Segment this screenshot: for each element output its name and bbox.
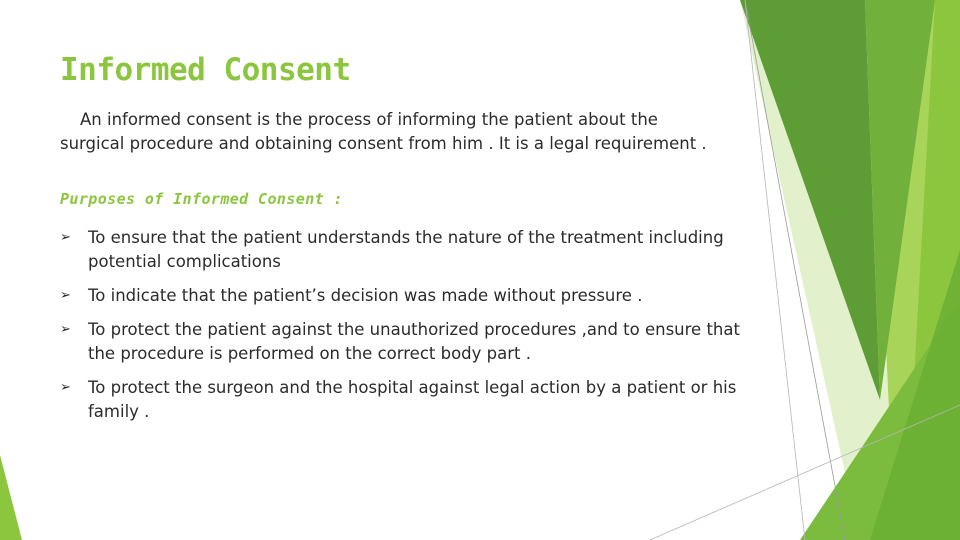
bullet-item [60,318,740,366]
bullet-text: To protect the patient against the unauthorized procedures ,and to ensure that the procedure is performed on the correct body part . [88,320,740,363]
intro-paragraph: An informed consent is the process of informing the patient about the surgical procedure and obtaining consent from him . It is a legal requirement . [60,110,707,153]
left-green-triangle [0,455,22,540]
arrow-bullet-icon: ➢ [60,322,71,337]
arrow-bullet-icon: ➢ [60,288,71,303]
dark-green-triangle [740,0,880,400]
slide-title: Informed Consent [60,52,351,88]
bullet-text: To indicate that the patient’s decision was made without pressure . [88,286,643,305]
bullet-item [60,376,740,424]
arrow-bullet-icon: ➢ [60,380,71,395]
arrow-bullet-icon: ➢ [60,230,71,245]
bullet-text: To ensure that the patient understands the nature of the treatment including potential complications [88,228,724,271]
section-subtitle: Purposes of Informed Consent : [60,190,343,208]
bullet-item [60,284,740,308]
bullet-text: To protect the surgeon and the hospital against legal action by a patient or his family . [88,378,737,421]
bullet-item [60,226,740,274]
bullet-list [60,226,740,424]
